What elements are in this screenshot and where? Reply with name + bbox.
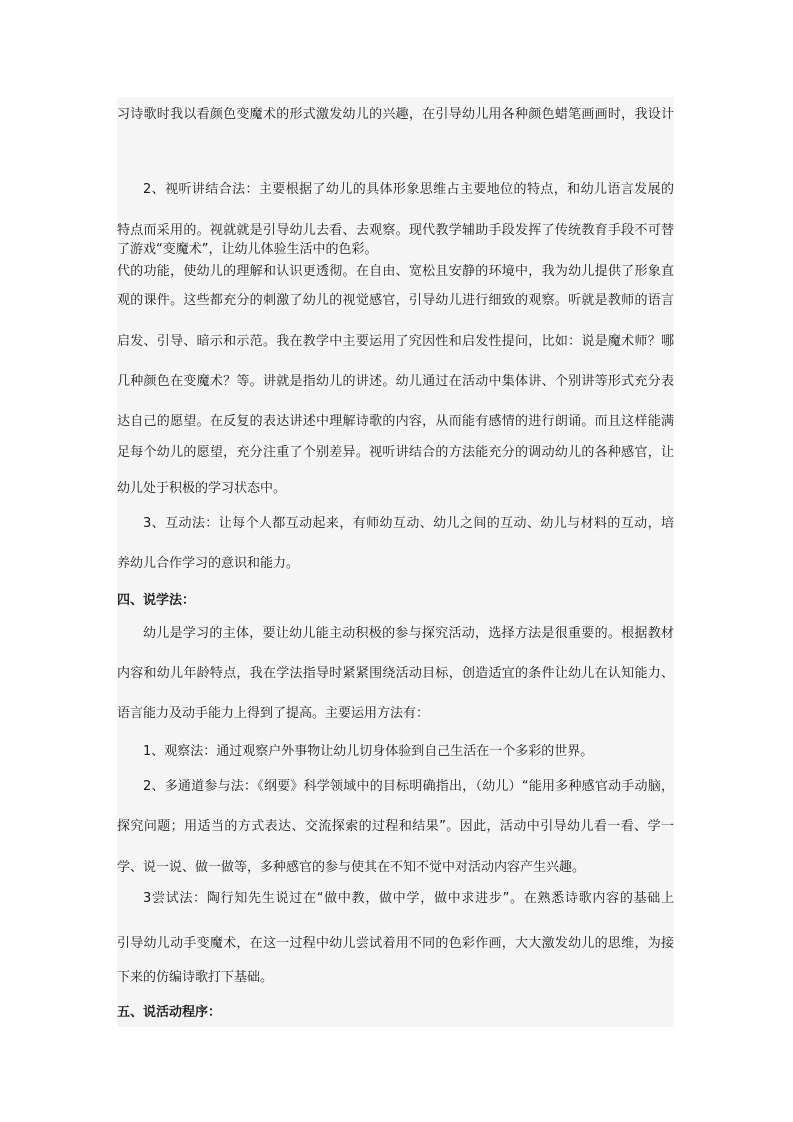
paragraph-line: 代的功能，使幼儿的理解和认识更透彻。在自由、宽松且安静的环境中，我为幼儿提供了形象直 [117,264,674,279]
section-heading: 五、说活动程序： [117,1005,222,1020]
paragraph-line: 引导幼儿动手变魔术，在这一过程中幼儿尝试着用不同的色彩作画，大大激发幼儿的思维，为接 [117,936,674,951]
paragraph-line: 学、说一说、做一做等，多种感官的参与使其在不知不觉中对活动内容产生兴趣。 [117,860,586,875]
paragraph-line: 下来的仿编诗歌打下基础。 [117,970,274,985]
paragraph-line: 3、互动法：让每个人都互动起来，有师幼互动、幼儿之间的互动、幼儿与材料的互动，培 [143,516,674,531]
paragraph-line: 观的课件。这些都充分的刺激了幼儿的视觉感官，引导幼儿进行细致的观察。听就是教师的语言 [117,293,674,308]
paragraph-line: 语言能力及动手能力上得到了提高。主要运用方法有： [117,706,430,721]
paragraph-line: 1、观察法：通过观察户外事物让幼儿切身体验到自己生活在一个多彩的世界。 [143,744,594,759]
paragraph-line: 足每个幼儿的愿望，充分注重了个别差异。视听讲结合的方法能充分的调动幼儿的各种感官，让 [117,445,674,460]
paragraph-line: 了游戏“变魔术”，让幼儿体验生活中的色彩。 [117,242,378,257]
document-text-block [117,97,674,1027]
paragraph-line: 启发、引导、暗示和示范。我在教学中主要运用了究因性和启发性提问，比如：说是魔术师？哪 [117,334,674,349]
paragraph-line: 幼儿是学习的主体，要让幼儿能主动积极的参与探究活动，选择方法是很重要的。根据教材 [143,626,674,641]
paragraph-line: 养幼儿合作学习的意识和能力。 [117,556,300,571]
paragraph-line: 2、视听讲结合法：主要根据了幼儿的具体形象思维占主要地位的特点，和幼儿语言发展的 [143,182,674,197]
paragraph-line: 几种颜色在变魔术？等。讲就是指幼儿的讲述。幼儿通过在活动中集体讲、个别讲等形式充分表 [117,374,674,389]
paragraph-line: 特点而采用的。视就就是引导幼儿去看、去观察。现代教学辅助手段发挥了传统教育手段不可替 [117,223,674,238]
paragraph-line: 幼儿处于积极的学习状态中。 [117,481,287,496]
paragraph-line: 达自己的愿望。在反复的表达讲述中理解诗歌的内容，从而能有感情的进行朗诵。而且这样能满 [117,414,674,429]
paragraph-line: 2、多通道参与法：《纲要》科学领域中的目标明确指出，（幼儿）“能用多种感官动手动脑， [143,779,674,794]
paragraph-line: 3尝试法：陶行知先生说过在“做中教，做中学，做中求进步”。在熟悉诗歌内容的基础上 [143,891,674,906]
paragraph-line: 探究问题；用适当的方式表达、交流探索的过程和结果”。因此，活动中引导幼儿看一看、学一 [117,819,674,834]
paragraph-line: 习诗歌时我以看颜色变魔术的形式激发幼儿的兴趣，在引导幼儿用各种颜色蜡笔画画时，我设计 [117,107,674,122]
paragraph-line: 内容和幼儿年龄特点，我在学法指导时紧紧围绕活动目标，创造适宜的条件让幼儿在认知能力、 [117,666,674,681]
section-heading: 四、说学法： [117,593,196,608]
